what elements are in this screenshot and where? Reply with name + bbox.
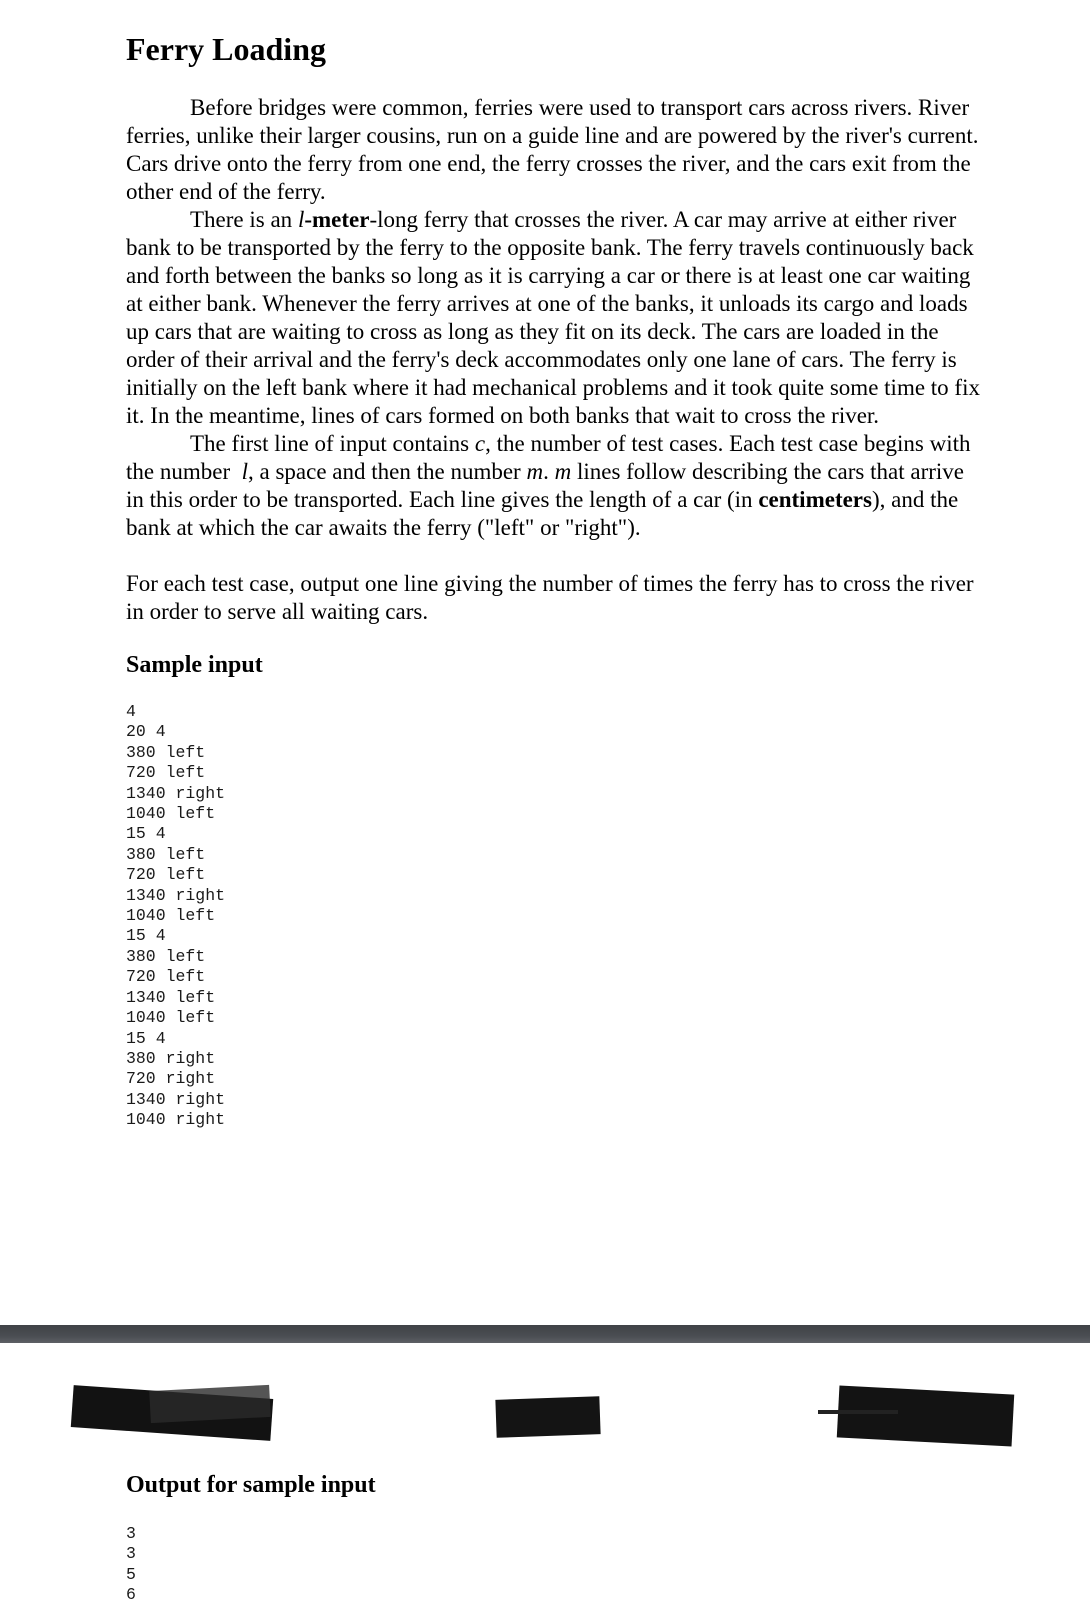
page-divider xyxy=(0,1325,1090,1343)
variable-l: l xyxy=(241,459,248,484)
unit-centimeters: centimeters xyxy=(758,487,872,512)
variable-m: m xyxy=(526,459,544,484)
problem-description xyxy=(126,94,986,626)
sample-input-heading: Sample input xyxy=(126,652,263,678)
redaction-mark-center xyxy=(495,1396,600,1438)
redaction-mark-right xyxy=(837,1385,1014,1446)
paragraph-input-spec: The first line of input contains c, the number of test cases. Each test case begins with the number l, a space and then the number m. m lines follow describing the cars that arrive in this order to be transported. Each line gives the length of a car (in centimeters), and the bank at which the car awaits the ferry ("left" or "right"). xyxy=(126,431,977,540)
problem-statement xyxy=(126,0,986,1131)
redaction-mark-left-shadow xyxy=(149,1385,271,1423)
page-title: Ferry Loading xyxy=(126,31,326,67)
sample-input-block: 4 20 4 380 left 720 left 1340 right 1040 left 15 4 380 left 720 left 1340 right 1040 left 15 4 380 left 720 left 1340 left 1040 left 15 4 380 right 720 right 1340 right 1040 right xyxy=(126,702,226,1130)
redaction-mark-right-streak xyxy=(818,1410,898,1414)
variable-m: m xyxy=(554,459,572,484)
paragraph-ferry-rules: There is an l-meter-long ferry that crosses the river. A car may arrive at either river bank to be transported by the ferry to the opposite bank. The ferry travels continuously back and forth between the banks so long as it is carrying a car or there is at least one car waiting at either bank. Whenever the ferry arrives at one of the banks, it unloads its cargo and loads up cars that are waiting to cross as long as they fit on its deck. The cars are loaded in the order of their arrival and the ferry's deck accommodates only one lane of cars. The ferry is initially on the left bank where it had mechanical problems and it took quite some time to fix it. In the meantime, lines of cars formed on both banks that wait to cross the river. xyxy=(126,207,980,428)
sample-output-block: 3 3 5 6 xyxy=(126,1524,136,1605)
variable-c: c xyxy=(474,431,486,456)
paragraph-output-spec: For each test case, output one line giving the number of times the ferry has to cross the river in order to serve all waiting cars. xyxy=(126,571,974,624)
unit-meter: -meter xyxy=(304,207,370,232)
sample-output-heading: Output for sample input xyxy=(126,1472,376,1498)
paragraph-intro: Before bridges were common, ferries were used to transport cars across rivers. River ferries, unlike their larger cousins, run on a guide line and are powered by the river's current. Cars drive onto the ferry from one end, the ferry crosses the river, and the cars exit from the other end of the ferry. xyxy=(126,95,979,204)
sample-output-section xyxy=(126,1470,986,1606)
variable-l: l xyxy=(297,207,305,232)
